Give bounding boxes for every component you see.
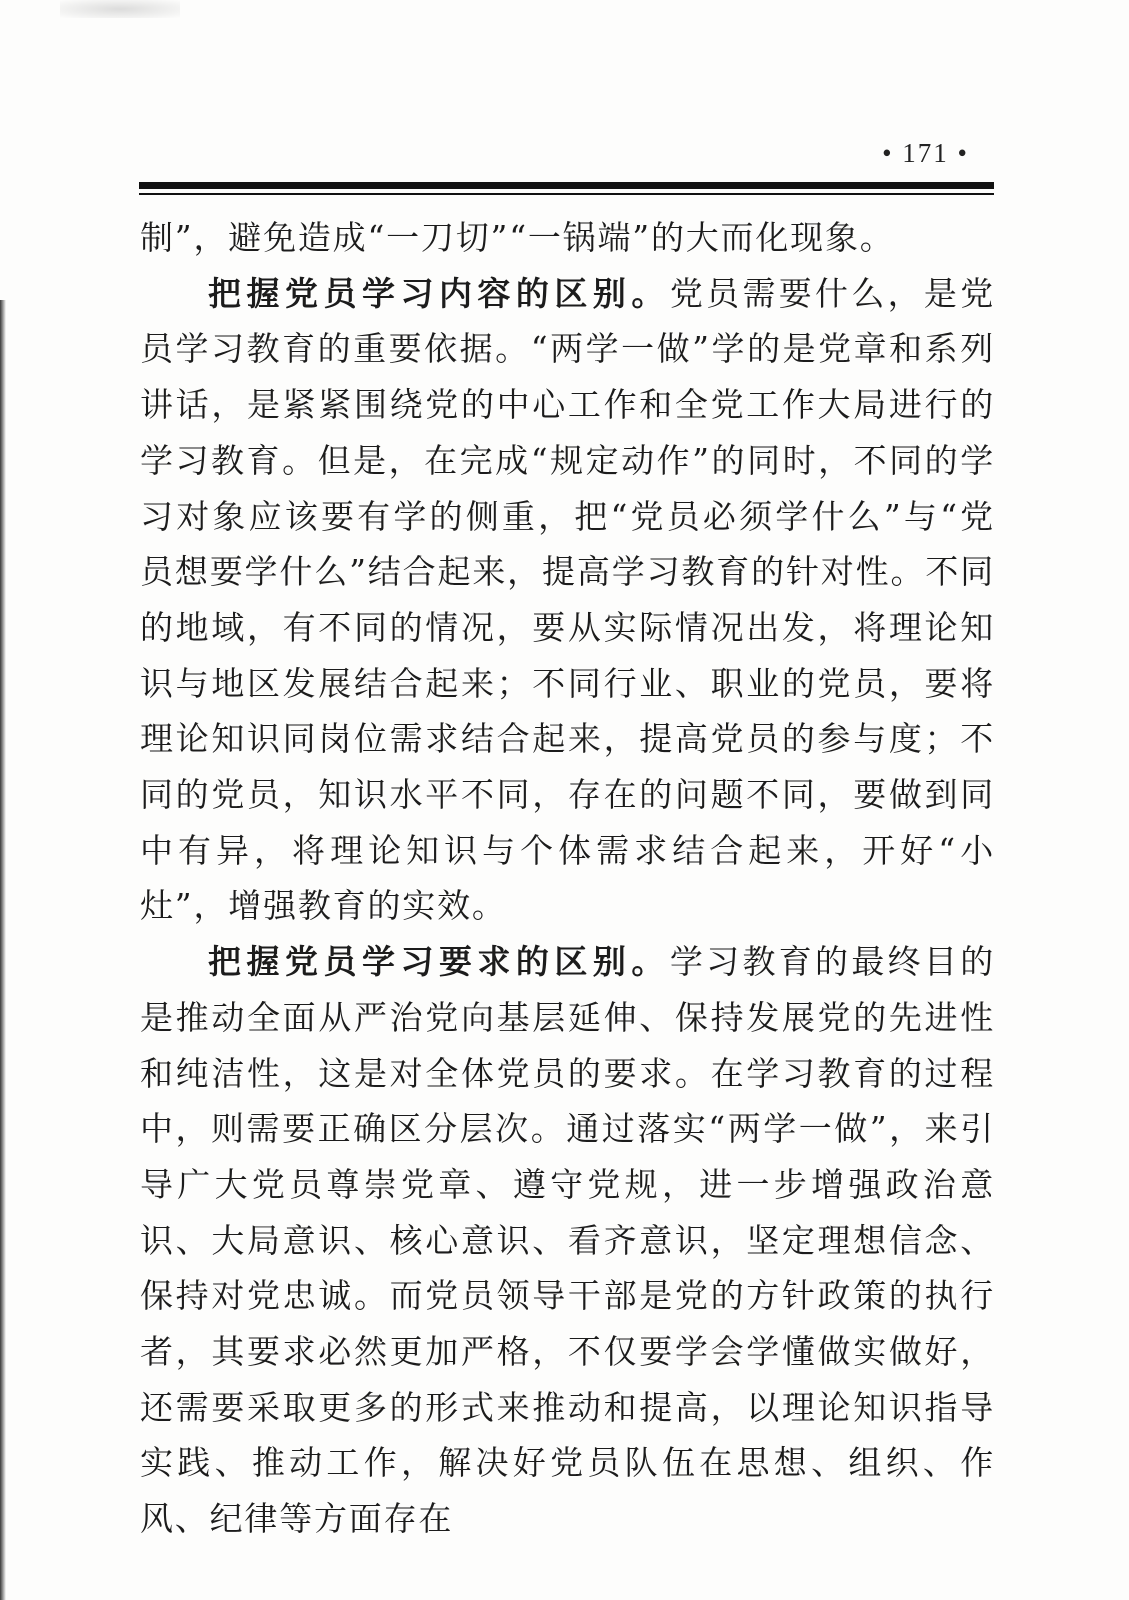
paragraph xyxy=(140,266,995,934)
page-number: • 171 • xyxy=(882,138,969,168)
paragraph xyxy=(140,934,995,1547)
body-text xyxy=(140,210,995,1547)
scan-edge-shadow xyxy=(0,300,6,1600)
header-rule-thin xyxy=(139,193,994,195)
paragraph-lead-heading: 把握党员学习要求的区别。 xyxy=(208,942,670,982)
paragraph-lead-heading: 把握党员学习内容的区别。 xyxy=(208,273,670,313)
paragraph-text: 党员需要什么，是党员学习教育的重要依据。“两学一做”学的是党章和系列讲话，是紧紧围绕党的中心工作和全党工作大局进行的学习教育。但是，在完成“规定动作”的同时，不同的学习对象应该要有学的侧重，把“党员必须学什么”与“党员想要学什么”结合起来，提高学习教育的针对性。不同的地域，有不同的情况，要从实际情况出发，将理论知识与地区发展结合起来；不同行业、职业的党员，要将理论知识同岗位需求结合起来，提高党员的参与度；不同的党员，知识水平不同，存在的问题不同，要做到同中有异，将理论知识与个体需求结合起来，开好“小灶”，增强教育的实效。 xyxy=(140,273,996,926)
header-rule-thick xyxy=(139,182,994,189)
paragraph-text: 学习教育的最终目的是推动全面从严治党向基层延伸、保持发展党的先进性和纯洁性，这是对全体党员的要求。在学习教育的过程中，则需要正确区分层次。通过落实“两学一做”，来引导广大党员尊崇党章、遵守党规，进一步增强政治意识、大局意识、核心意识、看齐意识，坚定理想信念、保持对党忠诚。而党员领导干部是党的方针政策的执行者，其要求必然更加严格，不仅要学会学懂做实做好，还需要采取更多的形式来推动和提高，以理论知识指导实践、推动工作，解决好党员队伍在思想、组织、作风、纪律等方面存在 xyxy=(140,942,996,1539)
paragraph xyxy=(140,210,995,266)
scan-smudge xyxy=(60,0,180,18)
paragraph-text: 制”，避免造成“一刀切”“一锅端”的大而化现象。 xyxy=(140,218,895,257)
